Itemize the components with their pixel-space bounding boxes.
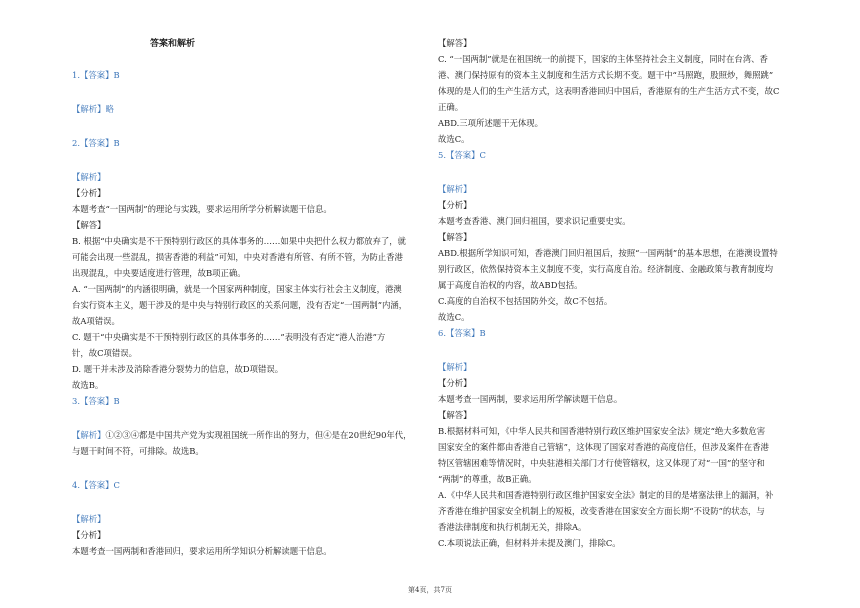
text-line: ABD.根据所学知识可知，香港澳门回归祖国后，按照“一国两制”的基本思想，在港澳设置特 <box>438 248 778 258</box>
text-line: 别行政区，依然保持资本主义制度不变，实行高度自治。经济制度、金融政策与教育制度均 <box>438 264 773 274</box>
text-line: C. 题干“中央确实是不干预特别行政区的具体事务的……”表明没有否定“港人治港”方 <box>72 332 386 342</box>
text-line: 齐香港在维护国家安全机制上的短板，改变香港在国家安全方面长期“不设防”的状态，与 <box>438 506 765 516</box>
text-line: C. “一国两制”就是在祖国统一的前提下，国家的主体坚持社会主义制度，同时在台湾、香 <box>438 54 768 64</box>
text-line: 港、澳门保持原有的资本主义制度和生活方式长期不变。题干中“马照跑，股照炒，舞照跳” <box>438 70 774 80</box>
text-line: 出现混乱，中央要适度进行管理，故B项正确。 <box>72 268 246 278</box>
text-line: 【分析】 <box>438 378 472 388</box>
text-line: 属于高度自治权的内容，故ABD包括。 <box>438 280 583 290</box>
text-line: 故选B。 <box>72 380 104 390</box>
text-line: 本题考查香港、澳门回归祖国，要求识记重要史实。 <box>438 216 631 226</box>
text-line: 【解答】 <box>438 410 472 420</box>
text-line: 故选C。 <box>438 312 470 322</box>
text-line: A. “一国两制”的内涵很明确，就是一个国家两种制度，国家主体实行社会主义制度，港澳 <box>72 284 402 294</box>
text-line: 【解答】 <box>72 220 106 230</box>
text-line: 【解析】 <box>438 362 472 372</box>
text-line: 2.【答案】B <box>72 138 120 148</box>
text-line: 故选C。 <box>438 134 470 144</box>
text-line: D. 题干并未涉及消除香港分裂势力的信息，故D项错误。 <box>72 364 284 374</box>
text-line: 本题考查一国两制，要求运用所学解读题干信息。 <box>438 394 623 404</box>
text-line <box>72 430 412 441</box>
text-line: 5.【答案】C <box>438 150 486 160</box>
text-line: 可能会出现一些混乱，损害香港的利益”可知，中央对香港有所管、有所不管，为防止香港 <box>72 252 403 262</box>
text-line: 特区管辖困难等情况时，中央驻港相关部门才行使管辖权，这又体现了对“一国”的坚守和 <box>438 458 765 468</box>
text-line: 本题考查一国两制和香港回归，要求运用所学知识分析解读题干信息。 <box>72 546 332 556</box>
text-line: 台实行资本主义，题干涉及的是中央与特别行政区的关系问题，没有否定“一国两制”内涵， <box>72 300 408 310</box>
text-line: A.《中华人民共和国香港特别行政区维护国家安全法》制定的目的是堵塞法律上的漏洞，补 <box>438 490 774 500</box>
text-line: 【解析】 <box>438 184 472 194</box>
text-line: 3.【答案】B <box>72 396 120 406</box>
text-line: 故A项错误。 <box>72 316 120 326</box>
text-line: 与题干时间不符，可排除。故选B。 <box>72 446 204 456</box>
text-line: 香港法律制度和执行机制无关，排除A。 <box>438 522 587 532</box>
text-line: “两制”的尊重，故B正确。 <box>438 474 537 484</box>
text-line: 【分析】 <box>438 200 472 210</box>
text-line: 本题考查“一国两制”的理论与实践，要求运用所学分析解读题干信息。 <box>72 204 332 214</box>
text-line: 【解析】 <box>72 514 106 524</box>
text-line: 【解答】 <box>438 232 472 242</box>
text-line: 【分析】 <box>72 188 106 198</box>
text-line: 【解析】略 <box>72 104 114 114</box>
text-line: C.高度的自治权不包括国防外交，故C不包括。 <box>438 296 613 306</box>
text-line: B.根据材料可知，《中华人民共和国香港特别行政区维护国家安全法》规定“绝大多数危害 <box>438 426 766 436</box>
page-title: 答案和解析 <box>150 39 196 49</box>
text-line: 国家安全的案件都由香港自己管辖”，这体现了国家对香港的高度信任，但涉及案件在香港 <box>438 442 769 452</box>
text-line: 体现的是人们的生产生活方式，这表明香港回归中国后，香港原有的生产生活方式不变，故C <box>438 86 780 96</box>
text-line: 6.【答案】B <box>438 328 486 338</box>
text-line: ABD.三项所述题干无体现。 <box>438 118 544 128</box>
text-line: 4.【答案】C <box>72 480 120 490</box>
text-line: C.本项说法正确，但材料并未提及澳门，排除C。 <box>438 538 621 548</box>
text-line: 【解答】 <box>438 38 472 48</box>
page-footer: 第4页，共7页 <box>408 586 452 594</box>
text-line: 【解析】 <box>72 172 106 182</box>
text-line: 正确。 <box>438 102 464 112</box>
text-line: B. 根据“中央确实是不干预特别行政区的具体事务的……如果中央把什么权力都放弃了，就 <box>72 236 407 246</box>
text-line: 针，故C项错误。 <box>72 348 138 358</box>
section-label: 【解析】 <box>72 430 106 440</box>
text-line: 1.【答案】B <box>72 70 120 80</box>
text-line: 【分析】 <box>72 530 106 540</box>
section-text: ①②③④都是中国共产党为实现祖国统一所作出的努力，但④是在20世纪90年代， <box>105 430 412 440</box>
